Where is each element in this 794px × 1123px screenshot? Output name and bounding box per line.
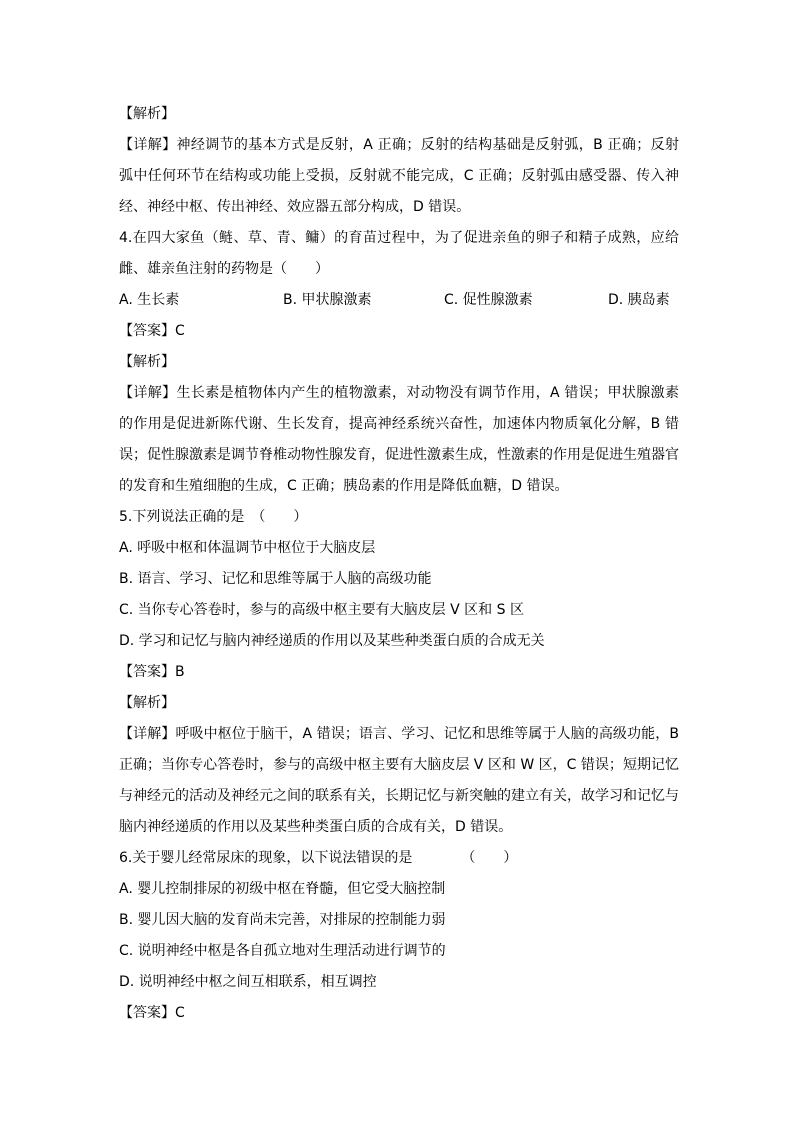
option-b: B. 婴儿因大脑的发育尚未完善，对排尿的控制能力弱 <box>119 912 446 928</box>
option-c: C. 当你专心答卷时，参与的高级中枢主要有大脑皮层 V 区和 S 区 <box>119 602 524 618</box>
analysis-heading: 【解析】 <box>119 106 175 122</box>
question-6: 6.关于婴儿经常尿床的现象，以下说法错误的是 （ ） <box>119 850 518 866</box>
option-a: A. 生长素 <box>119 292 180 308</box>
option-d: D. 说明神经中枢之间互相联系，相互调控 <box>119 974 377 990</box>
analysis-heading: 【解析】 <box>119 695 175 711</box>
option-d: D. 学习和记忆与脑内神经递质的作用以及某些种类蛋白质的合成无关 <box>119 633 545 649</box>
answer-label: 【答案】C <box>119 323 185 339</box>
question-5: 5.下列说法正确的是 （ ） <box>119 509 308 525</box>
option-b: B. 语言、学习、记忆和思维等属于人脑的高级功能 <box>119 571 432 587</box>
option-b: B. 甲状腺激素 <box>283 292 372 308</box>
page-content <box>119 99 679 1029</box>
analysis-heading: 【解析】 <box>119 354 175 370</box>
option-c: C. 促性腺激素 <box>444 292 533 308</box>
detail-paragraph: 【详解】呼吸中枢位于脑干，A 错误；语言、学习、记忆和思维等属于人脑的高级功能，B 正确；当你专心答卷时，参与的高级中枢主要有大脑皮层 V 区和 W 区，C 错误；短期记忆与神经元的活动及神经元之间的联系有关，长期记忆与新突触的建立有关，故学习和记忆与脑内神经递质的作用以及某些种类蛋白质的合成有关，D 错误。 <box>119 726 679 835</box>
answer-label: 【答案】C <box>119 1005 185 1021</box>
question-4: 4.在四大家鱼（鲢、草、青、鳙）的育苗过程中，为了促进亲鱼的卵子和精子成熟，应给雌、雄亲鱼注射的药物是（ ） <box>119 230 679 277</box>
question-4-options <box>119 285 679 316</box>
detail-paragraph: 【详解】神经调节的基本方式是反射，A 正确；反射的结构基础是反射弧，B 正确；反射弧中任何环节在结构或功能上受损，反射就不能完成，C 正确；反射弧由感受器、传入神经、神经中枢、传出神经、效应器五部分构成，D 错误。 <box>119 137 679 215</box>
answer-label: 【答案】B <box>119 664 185 680</box>
option-c: C. 说明神经中枢是各自孤立地对生理活动进行调节的 <box>119 943 446 959</box>
option-a: A. 呼吸中枢和体温调节中枢位于大脑皮层 <box>119 540 376 556</box>
detail-paragraph: 【详解】生长素是植物体内产生的植物激素，对动物没有调节作用，A 错误；甲状腺激素的作用是促进新陈代谢、生长发育，提高神经系统兴奋性，加速体内物质氧化分解，B 错误；促性腺激素是调节脊椎动物性腺发育，促进性激素生成，性激素的作用是促进生殖器官的发育和生殖细胞的生成，C 正确；胰岛素的作用是降低血糖，D 错误。 <box>119 385 679 494</box>
option-d: D. 胰岛素 <box>608 292 670 308</box>
option-a: A. 婴儿控制排尿的初级中枢在脊髓，但它受大脑控制 <box>119 881 446 897</box>
